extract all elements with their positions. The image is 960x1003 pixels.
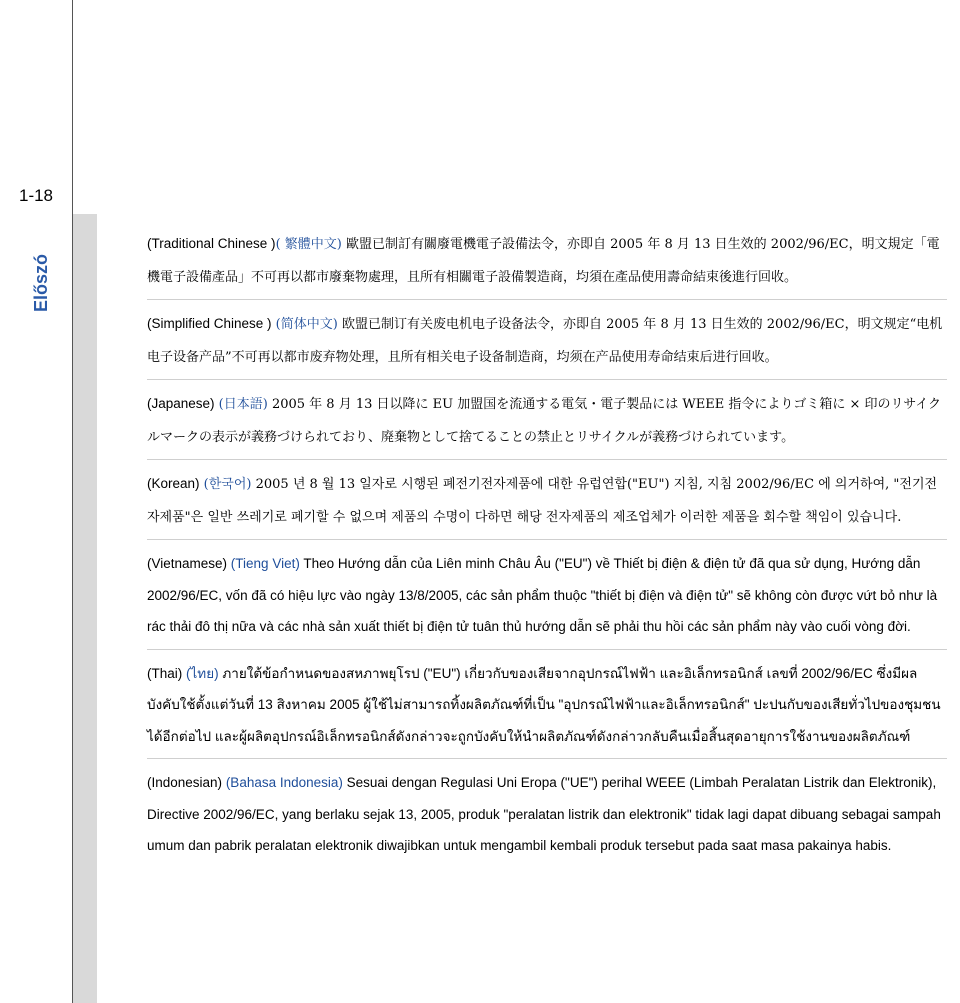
section-native-name: (Bahasa Indonesia) <box>222 775 343 790</box>
section-native-name: (日本語) <box>214 397 268 412</box>
section-vietnamese <box>147 548 947 650</box>
section-language: (Korean) <box>147 476 200 491</box>
section-language: (Thai) <box>147 665 183 681</box>
page-number: 1-18 <box>18 186 54 205</box>
section-language: (Indonesian) <box>147 775 223 790</box>
section-text: Theo Hướng dẫn của Liên minh Châu Âu ("EU") về Thiết bị điện & điện tử đã qua sử dụng, Hướng dẫn 2002/96/EC, vốn đã có hiệu lực vào ngày 13/8/2005, các sản phẩm thuộc "thiết bị điện và điện tử" sẽ không còn được vứt bỏ như là rác thải đô thị nữa và các nhà sản xuất thiết bị điện tử tuân thủ hướng dẫn sẽ phải thu hồi các sản phẩm này vào cuối vòng đời. <box>147 556 938 634</box>
section-native-name: (Tieng Viet) <box>227 556 300 571</box>
section-language: (Vietnamese) <box>147 556 228 571</box>
chapter-title: Előszó <box>31 253 51 312</box>
section-traditional-chinese <box>147 228 947 300</box>
chapter-tab-bar <box>73 214 97 1003</box>
section-native-name: (简体中文) <box>271 317 338 332</box>
section-language: (Traditional Chinese ) <box>147 236 276 251</box>
section-indonesian <box>147 767 947 868</box>
section-text: 2005 年 8 月 13 日以降に EU 加盟国を流通する電気・電子製品には WEEE 指令によりゴミ箱に × 印のリサイクルマークの表示が義務づけられており、廃棄物として捨てることの禁止とリサイクルが義務づけられています。 <box>147 397 942 445</box>
section-native-name: (한국어) <box>199 477 252 492</box>
section-japanese <box>147 388 947 460</box>
section-text: Sesuai dengan Regulasi Uni Eropa ("UE") perihal WEEE (Limbah Peralatan Listrik dan Elektronik), Directive 2002/96/EC, yang berlaku sejak 13, 2005, produk "peralatan listrik dan elektronik" tidak lagi dapat dibuang sebagai sampah umum dan pabrik peralatan elektronik diwajibkan untuk mengambil kembali produk tersebut pada saat masa pakainya habis. <box>147 775 941 853</box>
section-text: ภายใต้ข้อกำหนดของสหภาพยุโรป ("EU") เกี่ยวกับของเสียจากอุปกรณ์ไฟฟ้า และอิเล็กทรอนิกส์ เลขที่ 2002/96/EC ซึ่งมีผลบังคับใช้ตั้งแต่วันที่ 13 สิงหาคม 2005 ผู้ใช้ไม่สามารถทิ้งผลิตภัณฑ์ที่เป็น "อุปกรณ์ไฟฟ้าและอิเล็กทรอนิกส์" ปะปนกับของเสียทั่วไปของชุมชนได้อีกต่อไป และผู้ผลิตอุปกรณ์อิเล็กทรอนิกส์ดังกล่าวจะถูกบังคับให้นำผลิตภัณฑ์ดังกล่าวกลับคืนเมื่อสิ้นสุดอายุการใช้งานของผลิตภัณฑ์ <box>147 665 941 744</box>
section-text: 2005 년 8 월 13 일자로 시행된 폐전기전자제품에 대한 유럽연합("EU") 지침, 지침 2002/96/EC 에 의거하여, "전기전자제품"은 일반 쓰레기로 폐기할 수 없으며 제품의 수명이 다하면 해당 전자제품의 제조업체가 이러한 제품을 회수할 책임이 있습니다. <box>147 477 938 525</box>
section-korean <box>147 468 947 540</box>
section-thai <box>147 658 947 760</box>
section-language: (Japanese) <box>147 396 215 411</box>
section-text: 歐盟已制訂有關廢電機電子設備法令，亦即自 2005 年 8 月 13 日生效的 2002/96/EC，明文規定「電機電子設備產品」不可再以都市廢棄物處理，且所有相關電子設備製造商，均須在產品使用壽命結束後進行回收。 <box>147 237 940 285</box>
document-body <box>147 228 947 876</box>
section-native-name: ( 繁體中文) <box>275 237 342 252</box>
section-language: (Simplified Chinese ) <box>147 316 272 331</box>
section-native-name: (ไทย) <box>182 665 219 681</box>
section-text: 欧盟已制订有关废电机电子设备法令，亦即自 2005 年 8 月 13 日生效的 2002/96/EC，明文规定“电机电子设备产品”不可再以都市废弃物处理，且所有相关电子设备制造商，均须在产品使用寿命结束后进行回收。 <box>147 317 943 365</box>
section-simplified-chinese <box>147 308 947 380</box>
